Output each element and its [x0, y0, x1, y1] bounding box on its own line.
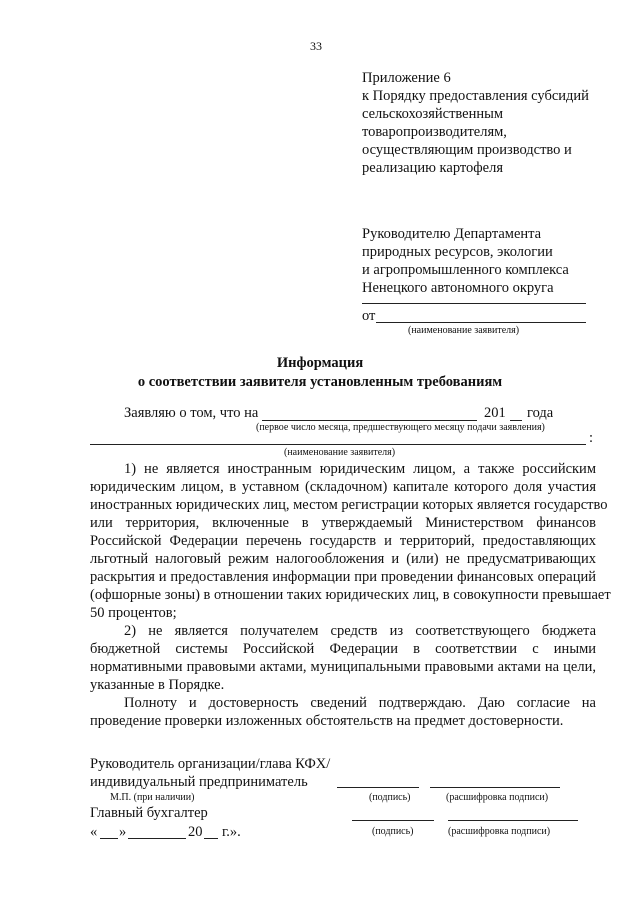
date-open-quote: « — [90, 824, 98, 840]
item2-line: нормативными правовыми актами, муниципальными правовыми актами на цели, — [90, 659, 596, 675]
item1-line: иностранных юридических лиц, местом регистрации которых является государство — [90, 497, 608, 513]
appendix-line: осуществляющим производство и — [362, 142, 572, 158]
date-year-line — [204, 838, 218, 839]
stamp-label: М.П. (при наличии) — [110, 792, 195, 803]
item1-line: льготный налоговый режим налогообложения и (или) не предусматривающих — [90, 551, 596, 567]
date-year-suffix: г.». — [222, 824, 241, 840]
year-prefix: 201 — [484, 405, 506, 421]
head-label-line2: индивидуальный предприниматель — [90, 774, 308, 790]
applicant-caption: (наименование заявителя) — [408, 325, 520, 336]
appendix-line: к Порядку предоставления субсидий — [362, 88, 589, 104]
date-month-line — [128, 838, 186, 839]
heading-title: Информация — [276, 355, 364, 371]
confirm-line: Полноту и достоверность сведений подтверждаю. Даю согласие на — [124, 695, 596, 711]
appendix-title: Приложение 6 — [362, 70, 451, 86]
accountant-decoding-line — [448, 820, 578, 821]
addressee-line: природных ресурсов, экологии — [362, 244, 553, 260]
head-label-line1: Руководитель организации/глава КФХ/ — [90, 756, 331, 772]
appendix-line: товаропроизводителям, — [362, 124, 507, 140]
declare-prefix: Заявляю о том, что на — [124, 405, 259, 421]
decoding-caption-2: (расшифровка подписи) — [448, 826, 551, 837]
date-year-prefix: 20 — [188, 824, 203, 840]
addressee-blank-line — [362, 303, 586, 304]
appendix-line: реализацию картофеля — [362, 160, 504, 176]
decoding-caption: (расшифровка подписи) — [446, 792, 549, 803]
applicant-blank-line — [90, 444, 586, 445]
accountant-signature-line — [352, 820, 434, 821]
date-blank-line — [262, 420, 477, 421]
appendix-line: сельскохозяйственным — [362, 106, 504, 122]
accountant-label: Главный бухгалтер — [90, 805, 208, 821]
item1-line: или территория, включенные в утверждаемый Министерством финансов — [90, 515, 596, 531]
item1-line: 1) не является иностранным юридическим лицом, а также российским — [124, 461, 596, 477]
item2-line: 2) не является получателем средств из соответствующего бюджета — [124, 623, 596, 639]
heading-subtitle: о соответствии заявителя установленным требованиям — [137, 374, 503, 390]
date-day-line — [100, 838, 118, 839]
head-decoding-line — [430, 787, 560, 788]
year-suffix: года — [527, 405, 554, 421]
item2-line: бюджетной системы Российской Федерации в соответствии с иными — [90, 641, 596, 657]
addressee-line: и агропромышленного комплекса — [362, 262, 569, 278]
declare-colon: : — [589, 430, 594, 446]
item1-line: Российской Федерации перечень государств и территорий, предоставляющих — [90, 533, 596, 549]
from-blank-line — [376, 322, 586, 323]
head-signature-line — [337, 787, 419, 788]
page-number: 33 — [310, 39, 322, 53]
date-close-quote: » — [119, 824, 127, 840]
item1-line: раскрытия и предоставления информации при проведении финансовых операций — [90, 569, 596, 585]
addressee-line: Руководителю Департамента — [362, 226, 542, 242]
applicant-caption-2: (наименование заявителя) — [284, 447, 396, 458]
signature-caption: (подпись) — [369, 792, 411, 803]
signature-caption-2: (подпись) — [372, 826, 414, 837]
item1-line: юридическим лицом, в уставном (складочном) капитале которого доля участия — [90, 479, 596, 495]
addressee-line: Ненецкого автономного округа — [362, 280, 554, 296]
item1-line: (офшорные зоны) в отношении таких юридических лиц, в совокупности превышает — [90, 587, 611, 603]
date-caption: (первое число месяца, предшествующего месяцу подачи заявления) — [256, 422, 545, 433]
item1-line: 50 процентов; — [90, 605, 177, 621]
confirm-line: проведение проверки изложенных обстоятельств на предмет достоверности. — [90, 713, 564, 729]
from-label: от — [362, 308, 376, 324]
year-blank-line — [510, 420, 522, 421]
item2-line: указанные в Порядке. — [90, 677, 225, 693]
